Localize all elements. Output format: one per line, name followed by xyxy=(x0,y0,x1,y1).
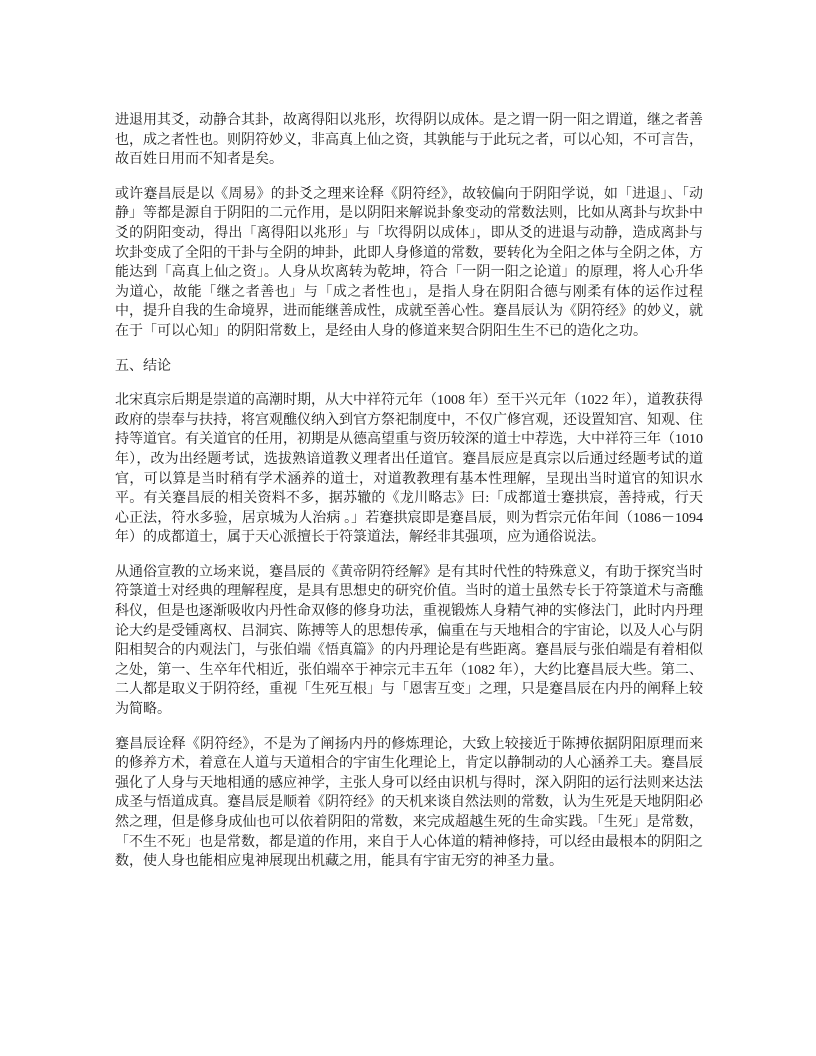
paragraph: 从通俗宣教的立场来说，蹇昌辰的《黄帝阴符经解》是有其时代性的特殊意义，有助于探究当时符箓道士对经典的理解程度，是具有思想史的研究价值。当时的道士虽然专长于符箓道术与斋醮科仪，但是也逐渐吸收内丹性命双修的修身功法，重视锻炼人身精气神的实修法门，此时内丹理论大约是受锺离权、吕洞宾、陈搏等人的思想传承，偏重在与天地相合的宇宙论，以及人心与阴阳相契合的内观法门，与张伯端《悟真篇》的内丹理论是有些距离。蹇昌辰与张伯端是有着相似之处，第一、生卒年代相近，张伯端卒于神宗元丰五年（1082 年），大约比蹇昌辰大些。第二、二人都是取义于阴符经，重视「生死互根」与「恩害互变」之理，只是蹇昌辰在内丹的阐释上较为简略。 xyxy=(115,564,703,718)
paragraph: 进退用其爻，动静合其卦，故离得阳以兆形，坎得阴以成体。是之谓一阴一阳之谓道，继之者善也，成之者性也。则阴符妙义，非高真上仙之资，其孰能与于此玩之者，可以心知，不可言告，故百姓日用而不知者是矣。 xyxy=(115,113,703,168)
paragraph: 北宋真宗后期是崇道的高潮时期，从大中祥符元年（1008 年）至干兴元年（1022 年），道教获得政府的崇奉与扶持，将宫观醮仪纳入到官方祭祀制度中，不仅广修宫观，还设置知宫、知观、住持等道官。有关道官的任用，初期是从德高望重与资历较深的道士中荐选，大中祥符三年（1010 年），改为出经题考试，选拔熟谙道教义理者出任道官。蹇昌辰应是真宗以后通过经题考试的道官，可以算是当时稍有学术涵养的道士，对道教教理有基本性理解，呈现出当时道官的知识水平。有关蹇昌辰的相关资料不多，据苏辙的《龙川略志》曰:「成都道士蹇拱宸，善持戒，行天心正法，符水多验，居京城为人治病 。」若蹇拱宸即是蹇昌辰，则为哲宗元佑年间（1086－1094 年）的成都道士，属于天心派擅长于符箓道法，解经非其强项，应为通俗说法。 xyxy=(115,393,703,546)
paragraph: 蹇昌辰诠释《阴符经》，不是为了阐扬内丹的修炼理论，大致上较接近于陈搏依据阴阳原理而来的修养方术，着意在人道与天道相合的宇宙生化理论上，肯定以静制动的人心涵养工夫。蹇昌辰强化了人身与天地相通的感应神学，主张人身可以经由识机与得时，深入阴阳的运行法则来达法成圣与悟道成真。蹇昌辰是顺着《阴符经》的天机来谈自然法则的常数，认为生死是天地阴阳必然之理，但是修身成仙也可以依着阴阳的常数，来完成超越生死的生命实践。「生死」是常数，「不生不死」也是常数，都是道的作用，来自于人心体道的精神修持，可以经由最根本的阴阳之数，使人身也能相应鬼神展现出机藏之用，能具有宇宙无穷的神圣力量。 xyxy=(115,736,703,870)
paragraph: 或许蹇昌辰是以《周易》的卦爻之理来诠释《阴符经》，故较偏向于阴阳学说，如「进退」、「动静」等都是源自于阴阳的二元作用，是以阴阳来解说卦象变动的常数法则，比如从离卦与坎卦中爻的阴阳变动，得出「离得阳以兆形」与「坎得阴以成体」，即从爻的进退与动静，造成离卦与坎卦变成了全阳的干卦与全阴的坤卦，此即人身修道的常数，要转化为全阳之体与全阴之体，方能达到「高真上仙之资」。人身从坎离转为乾坤，符合「一阴一阳之论道」的原理，将人心升华为道心，故能「继之者善也」与「成之者性也」，是指人身在阴阳合德与刚柔有体的运作过程中，提升自我的生命境界，进而能继善成性，成就至善心性。蹇昌辰认为《阴符经》的妙义，就在于「可以心知」的阴阳常数上，是经由人身的修道来契合阴阳生生不已的造化之功。 xyxy=(115,186,703,339)
text-content xyxy=(115,111,703,872)
section-heading: 五、结论 xyxy=(115,358,171,374)
